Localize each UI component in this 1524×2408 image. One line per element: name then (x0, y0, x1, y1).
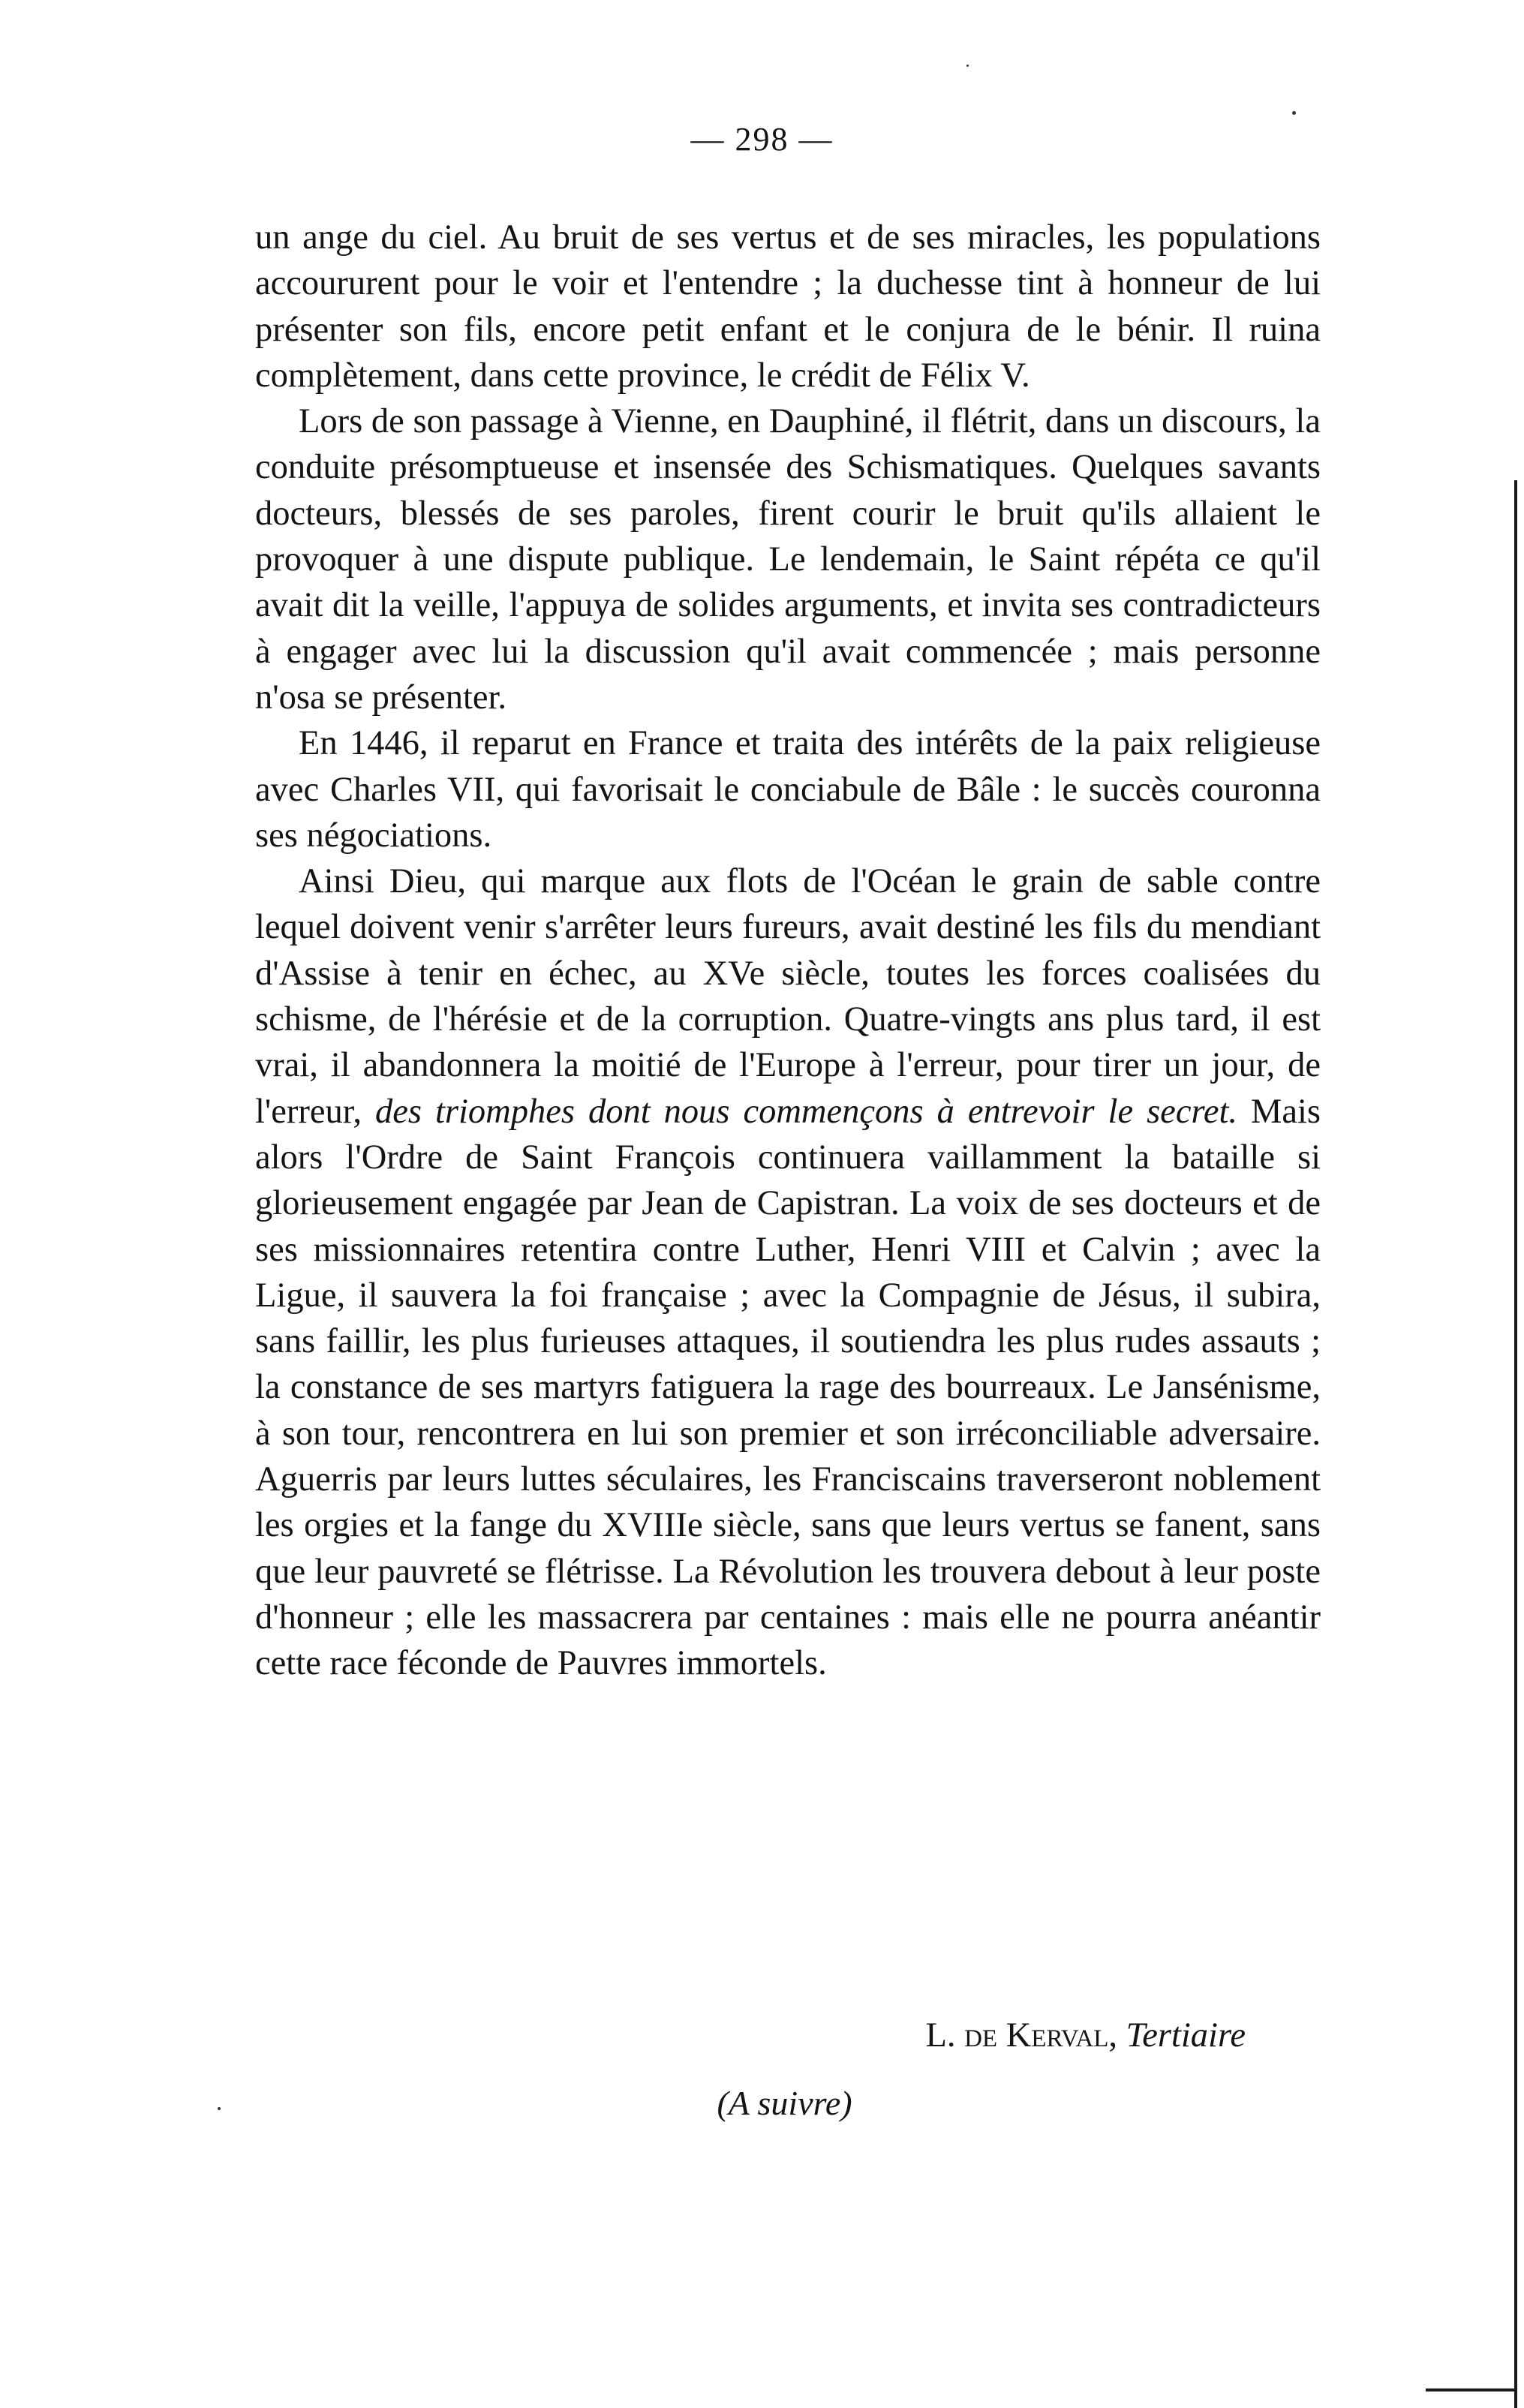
scan-speck (966, 65, 969, 67)
binding-edge-base (1426, 2388, 1517, 2391)
paragraph-4-italic: des triomphes dont nous commençons à entrevoir le secret. (375, 1092, 1238, 1131)
author-role: Tertiaire (1126, 2016, 1246, 2055)
paragraph-4-part-1: Ainsi Dieu, qui marque aux flots de l'Océan le grain de sable contre lequel doivent venir s'arrêter leurs fureurs, avait destiné les fils du mendiant d'Assise à tenir en échec, au XVe siècle, toutes les forces coalisées du schisme, de l'hérésie et de la corruption. Quatre-vingts ans plus tard, il est vrai, il abandonnera la moitié de l'Europe à l'erreur, pour tirer un jour, de l'erreur, (255, 862, 1321, 1131)
article-body (255, 215, 1321, 1687)
page-number: — 298 — (690, 121, 834, 158)
paragraph-3: En 1446, il reparut en France et traita des intérêts de la paix religieuse avec Charles VII, qui favorisait le conciabule de Bâle : le succès couronna ses négociations. (255, 724, 1321, 855)
paragraph-4-part-2: Mais alors l'Ordre de Saint François continuera vaillamment la bataille si glorieusement engagée par Jean de Capistran. La voix de ses docteurs et de ses missionnaires retentira contre Luther, Henri VIII et Calvin ; avec la Ligue, il sauvera la foi française ; avec la Compagnie de Jésus, il subira, sans faillir, les plus furieuses attaques, il soutiendra les plus rudes assauts ; la constance de ses martyrs fatiguera la rage des bourreaux. Le Jansénisme, à son tour, rencontrera en lui son premier et son irréconciliable adversaire. Aguerris par leurs luttes séculaires, les Franciscains traverseront noblement les orgies et la fange du XVIIIe siècle, sans que leurs vertus se fanent, sans que leur pauvreté se flétrisse. La Révolution les trouvera debout à leur poste d'honneur ; elle les massacrera par centaines : mais elle ne pourra anéantir cette race féconde de Pauvres immortels. (255, 1092, 1321, 1683)
continuation-note: (A suivre) (717, 2084, 852, 2122)
author-signature (0, 2016, 1246, 2055)
scan-speck (218, 2107, 221, 2110)
author-name: L. de Kerval, (925, 2016, 1118, 2055)
paragraph-2: Lors de son passage à Vienne, en Dauphiné, il flétrit, dans un discours, la conduite présomptueuse et insensée des Schismatiques. Quelques savants docteurs, blessés de ses paroles, firent courir le bruit qu'ils allaient le provoquer à une dispute publique. Le lendemain, le Saint répéta ce qu'il avait dit la veille, l'appuya de solides arguments, et invita ses contradicteurs à engager avec lui la discussion qu'il avait commencée ; mais personne n'osa se présenter. (255, 402, 1321, 717)
binding-edge-line (1514, 480, 1517, 2408)
paragraph-1: un ange du ciel. Au bruit de ses vertus et de ses miracles, les populations accoururent pour le voir et l'entendre ; la duchesse tint à honneur de lui présenter son fils, encore petit enfant et le conjura de le bénir. Il ruina complètement, dans cette province, le crédit de Félix V. (255, 218, 1321, 395)
paragraph-4 (255, 858, 1321, 1686)
scan-speck (1292, 111, 1296, 115)
